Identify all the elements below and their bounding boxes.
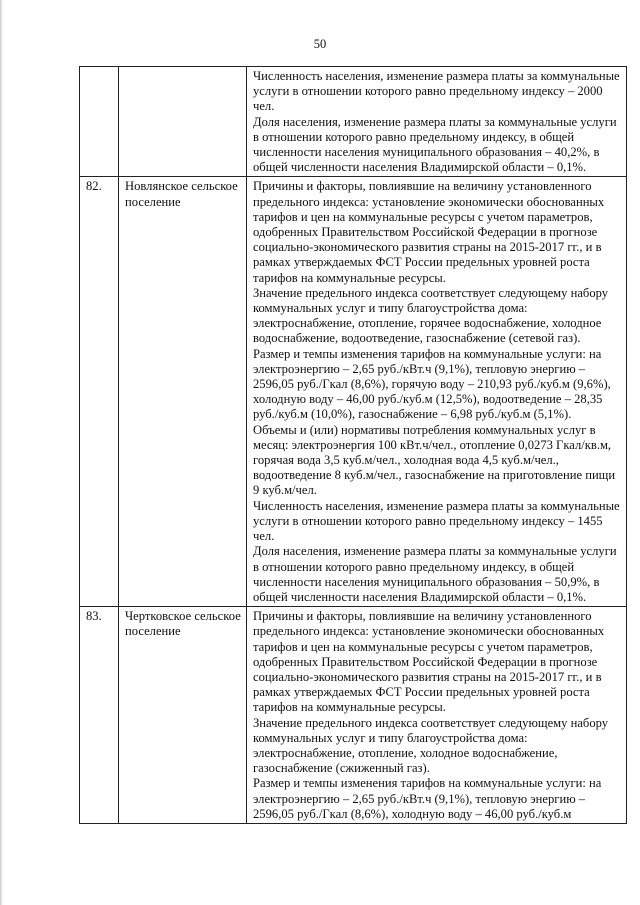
paragraph: Доля населения, изменение размера платы за коммунальные услуги в отношении которого равно предельному индексу, в общей численности населения муниципального образования – 40,2%, в общей численности населения Владимирской области – 0,1%. xyxy=(253,114,617,175)
row-number xyxy=(80,67,119,177)
scan-edge-shadow xyxy=(0,0,3,905)
table-row xyxy=(80,607,627,824)
municipality-name xyxy=(119,67,247,177)
paragraph: Значение предельного индекса соответствует следующему набору коммунальных услуг и типу благоустройства дома: электроснабжение, отопление, холодное водоснабжение, газоснабжение (сжиженный газ). xyxy=(253,715,609,776)
paragraph: Численность населения, изменение размера платы за коммунальные услуги в отношении которого равно предельному индексу – 2000 чел. xyxy=(253,69,620,114)
paragraph: Размер и темпы изменения тарифов на коммунальные услуги: на электроэнергию – 2,65 руб./кВт.ч (9,1%), тепловую энергию – 2596,05 руб./Гкал (8,6%), холодную воду – 46,00 руб./куб.м xyxy=(253,776,602,821)
municipality-name: Новлянское сельское поселение xyxy=(119,177,247,607)
row-description xyxy=(247,67,627,177)
row-number: 83. xyxy=(80,607,119,824)
paragraph: Численность населения, изменение размера платы за коммунальные услуги в отношении которого равно предельному индексу – 1455 чел. xyxy=(253,498,620,544)
paragraph: Значение предельного индекса соответствует следующему набору коммунальных услуг и типу благоустройства дома: электроснабжение, отопление, горячее водоснабжение, холодное водоснабжение, водоотведение, газоснабжение (сетевой газ). xyxy=(253,285,609,346)
row-description xyxy=(247,177,627,607)
table-row xyxy=(80,177,627,607)
municipality-name: Чертковское сельское поселение xyxy=(119,607,247,824)
municipal-index-table xyxy=(79,66,627,824)
paragraph: Объемы и (или) нормативы потребления коммунальных услуг в месяц: электроэнергия 100 кВт.ч/чел., отопление 0,0273 Гкал/кв.м, горячая вода 3,5 куб.м/чел., холодная вода 4,5 куб.м/чел., водоотведение 8 куб.м/чел., газоснабжение на приготовление пищи 9 куб.м/чел. xyxy=(253,422,616,498)
row-description xyxy=(247,607,627,824)
paragraph: Причины и факторы, повлиявшие на величину установленного предельного индекса: установление экономически обоснованных тарифов и цен на коммунальные ресурсы с учетом параметров, одобренных Правительством Российской Федерации в прогнозе социально-экономического развития страны на 2015-2017 гг., и в рамках утверждаемых ФСТ России предельных уровней роста тарифов на коммунальные ресурсы. xyxy=(253,179,605,285)
table-row xyxy=(80,67,627,177)
paragraph: Размер и темпы изменения тарифов на коммунальные услуги: на электроэнергию – 2,65 руб./кВт.ч (9,1%), тепловую энергию – 2596,05 руб./Гкал (8,6%), горячую воду – 210,93 руб./куб.м (9,6%), холодную воду – 46,00 руб./куб.м (12,5%), водоотведение – 28,35 руб./куб.м (10,0%), газоснабжение – 6,98 руб./куб.м (5,1%). xyxy=(253,346,611,422)
row-number: 82. xyxy=(80,177,119,607)
page-number: 50 xyxy=(313,37,327,51)
paragraph: Доля населения, изменение размера платы за коммунальные услуги в отношении которого равно предельному индексу, в общей численности населения муниципального образования – 50,9%, в общей численности населения Владимирской области – 0,1%. xyxy=(253,544,617,604)
paragraph: Причины и факторы, повлиявшие на величину установленного предельного индекса: установление экономически обоснованных тарифов и цен на коммунальные ресурсы с учетом параметров, одобренных Правительством Российской Федерации в прогнозе социально-экономического развития страны на 2015-2017 гг., и в рамках утверждаемых ФСТ России предельных уровней роста тарифов на коммунальные ресурсы. xyxy=(253,609,605,715)
